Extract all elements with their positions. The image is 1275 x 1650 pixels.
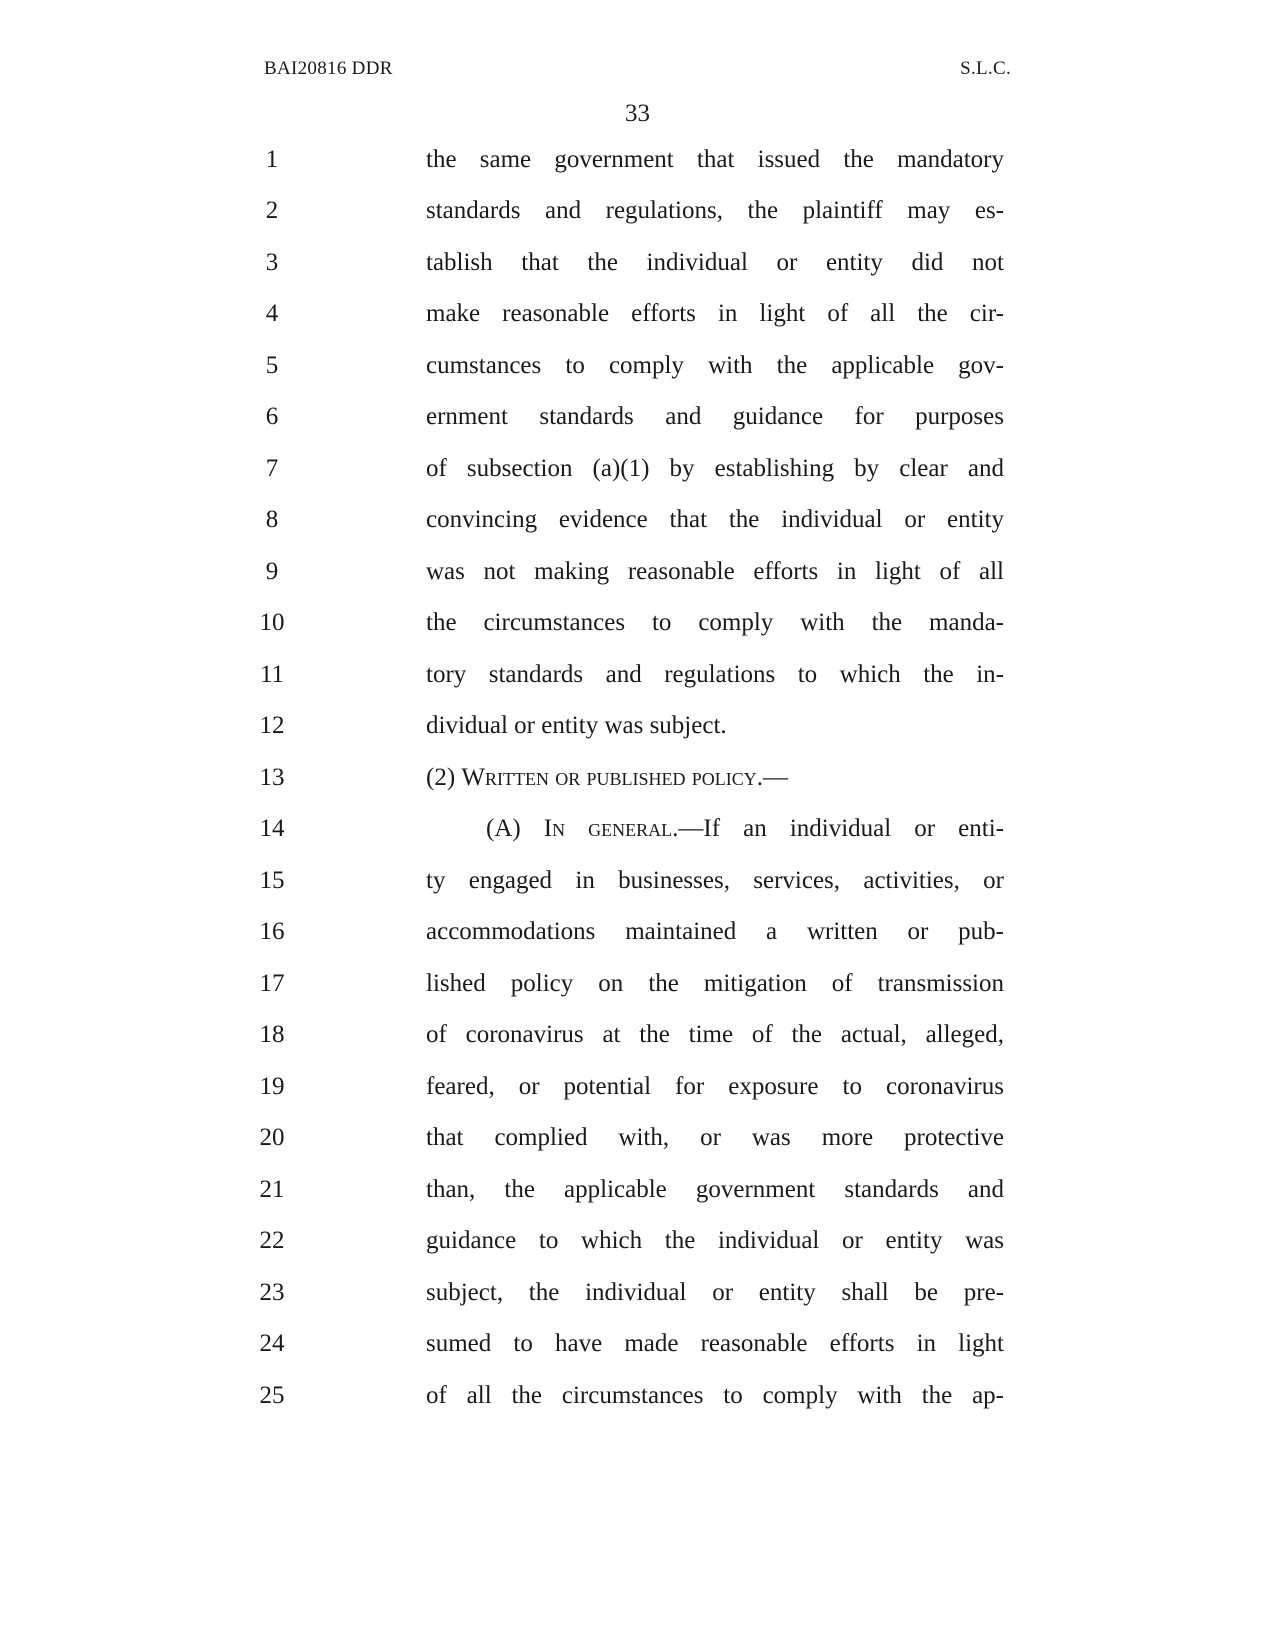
text-line [0,1111,1275,1165]
line-number: 12 [259,712,285,739]
line-text: feared, or potential for exposure to coronavirus [426,1073,1004,1100]
text-line [0,545,1275,599]
text-line [0,648,1275,702]
text-line [0,854,1275,908]
line-number: 4 [265,300,279,327]
line-text: cumstances to comply with the applicable gov- [426,352,1004,379]
line-number: 17 [259,970,285,997]
line-number: 7 [265,455,279,482]
line-number: 9 [265,558,279,585]
line-number: 5 [265,352,279,379]
text-line [0,339,1275,393]
subsection-text: .—If an individual or enti- [672,815,1004,842]
line-text: accommodations maintained a written or pub- [426,918,1004,945]
line-number: 22 [259,1227,285,1254]
header-slc: S.L.C. [960,58,1011,79]
text-line [0,905,1275,959]
line-number: 14 [259,815,285,842]
line-number: 25 [259,1382,285,1409]
line-number: 8 [265,506,279,533]
line-number: 23 [259,1279,285,1306]
line-text: standards and regulations, the plaintiff may es- [426,197,1004,224]
line-text: of subsection (a)(1) by establishing by clear and [426,455,1004,482]
line-text: lished policy on the mitigation of transmission [426,970,1004,997]
line-text: convincing evidence that the individual or entity [426,506,1004,533]
line-text: sumed to have made reasonable efforts in light [426,1330,1004,1357]
text-line [0,133,1275,187]
line-text: that complied with, or was more protective [426,1124,1004,1151]
line-number: 24 [259,1330,285,1357]
subsection-heading-line [486,802,1004,856]
line-text: than, the applicable government standards and [426,1176,1004,1203]
text-line [0,493,1275,547]
line-number: 11 [259,661,285,688]
line-text: guidance to which the individual or entity was [426,1227,1004,1254]
line-number: 2 [265,197,279,224]
text-line [0,184,1275,238]
line-text: the same government that issued the mandatory [426,146,1004,173]
line-text: make reasonable efforts in light of all the cir- [426,300,1004,327]
text-line [0,1060,1275,1114]
line-number: 6 [265,403,279,430]
text-line [0,1266,1275,1320]
line-number: 13 [259,764,285,791]
line-number: 10 [259,609,285,636]
line-number: 3 [265,249,279,276]
line-number: 1 [265,146,279,173]
text-line [0,442,1275,496]
line-number: 16 [259,918,285,945]
text-line [0,699,1275,753]
page-number: 33 [625,100,650,127]
section-heading-line [426,751,1004,805]
text-line [0,596,1275,650]
text-line [0,802,1275,856]
line-text: the circumstances to comply with the manda- [426,609,1004,636]
text-line [0,236,1275,290]
subsection-number: (A) [486,815,544,842]
line-number: 19 [259,1073,285,1100]
text-line [0,957,1275,1011]
header-document-id: BAI20816 DDR [264,58,393,79]
line-text: ernment standards and guidance for purposes [426,403,1004,430]
line-text: dividual or entity was subject. [426,712,727,739]
line-number: 15 [259,867,285,894]
section-heading-dash: .— [756,764,789,791]
line-number: 20 [259,1124,285,1151]
line-number: 21 [259,1176,285,1203]
line-text: of coronavirus at the time of the actual, alleged, [426,1021,1004,1048]
line-text: tablish that the individual or entity did not [426,249,1004,276]
line-text: tory standards and regulations to which the in- [426,661,1004,688]
text-line [0,390,1275,444]
line-text: subject, the individual or entity shall be pre- [426,1279,1004,1306]
section-number: (2) [426,764,462,791]
line-text: of all the circumstances to comply with the ap- [426,1382,1004,1409]
subsection-heading: In general [543,815,673,842]
text-line [0,1214,1275,1268]
line-text: was not making reasonable efforts in light of all [426,558,1004,585]
text-line [0,287,1275,341]
text-line [0,1163,1275,1217]
line-text: ty engaged in businesses, services, activities, or [426,867,1004,894]
text-line [0,1317,1275,1371]
text-line [0,751,1275,805]
section-heading: Written or published policy [461,764,757,791]
text-line [0,1008,1275,1062]
line-number: 18 [259,1021,285,1048]
text-line [0,1369,1275,1423]
